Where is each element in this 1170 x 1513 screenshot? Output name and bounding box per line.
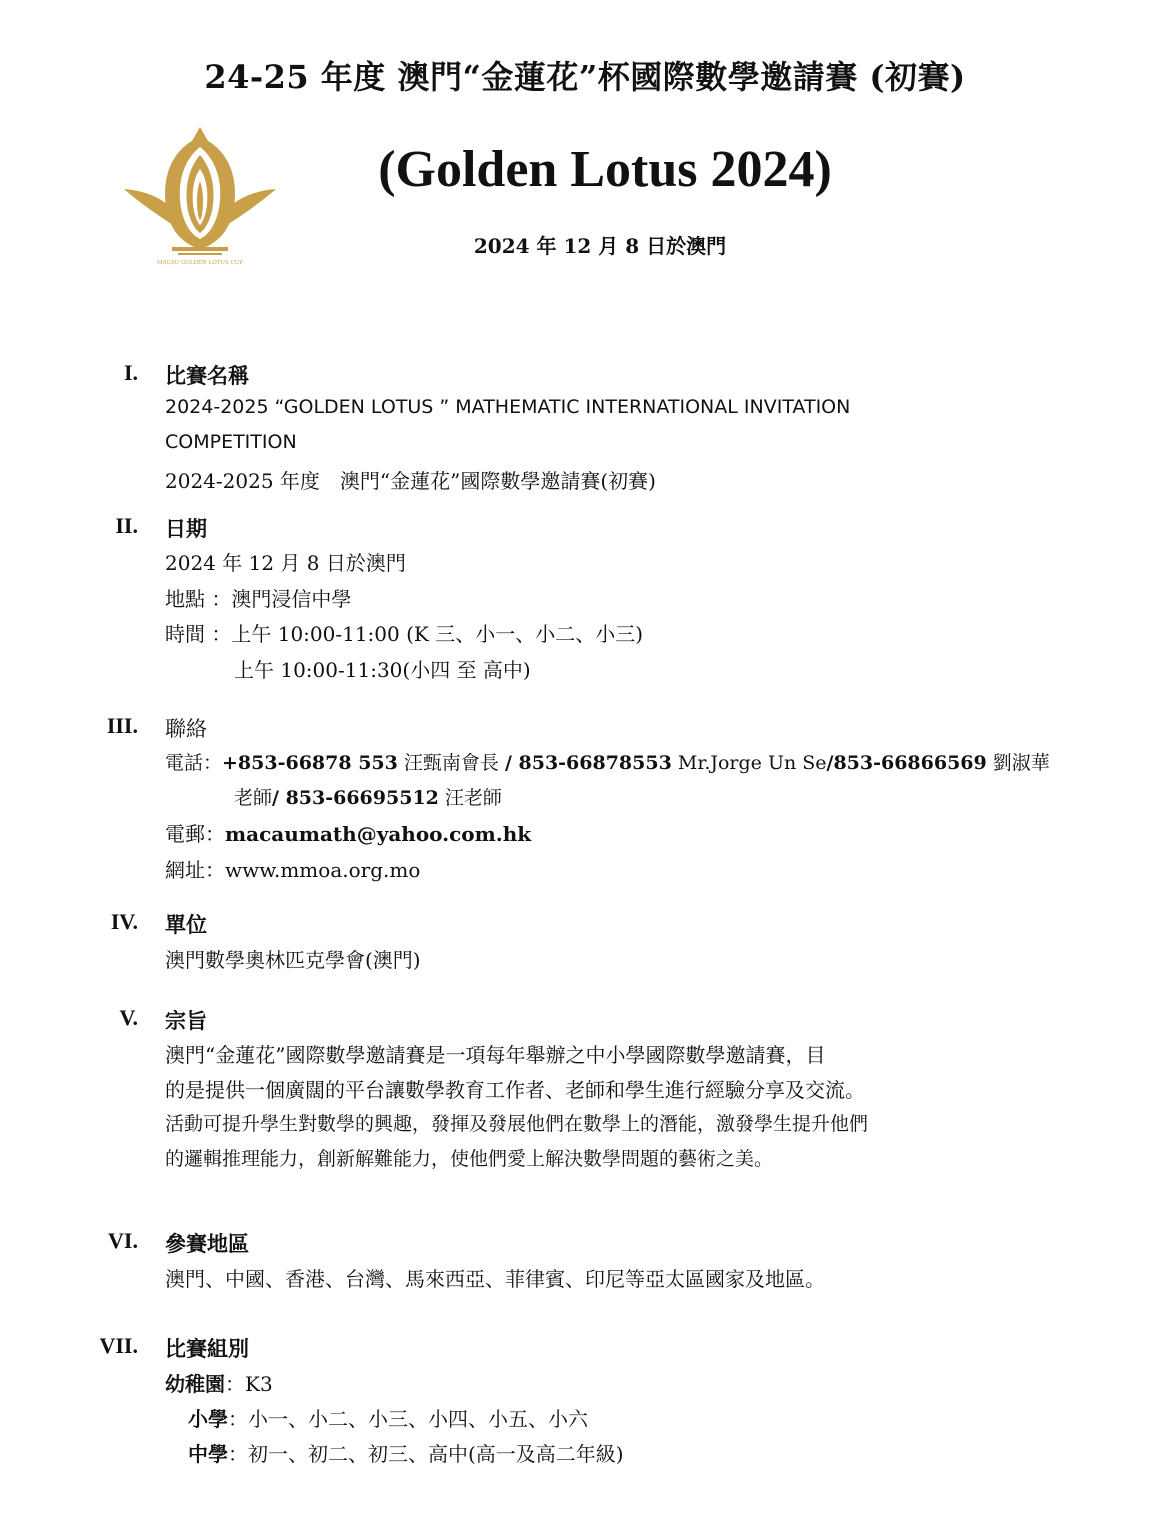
website-label: 網址： — [165, 858, 225, 882]
section-title: 聯絡 — [165, 717, 207, 741]
contact-name: 汪老師 — [438, 787, 502, 809]
competition-name-en-cont: COMPETITION — [165, 431, 297, 453]
contact-name: 汪甄南會長 — [397, 752, 505, 774]
time-text-2: 上午 10:00-11:30(小四 至 高中) — [234, 658, 531, 682]
organizer-text: 澳門數學奧林匹克學會(澳門) — [165, 948, 421, 972]
email-label: 電郵： — [165, 822, 225, 846]
section-number: VII. — [99, 1333, 138, 1358]
group-label: 小學 — [188, 1407, 228, 1431]
group-text: ：小一、小二、小三、小四、小五、小六 — [228, 1407, 588, 1431]
group-primary — [188, 1403, 588, 1432]
group-secondary — [188, 1438, 624, 1467]
golden-lotus-logo-icon — [122, 125, 278, 267]
competition-name-en: 2024-2025 “GOLDEN LOTUS ” MATHEMATIC INTERNATIONAL INVITATION — [165, 396, 851, 418]
group-kindergarten — [165, 1368, 273, 1397]
group-label: 幼稚園 — [165, 1372, 225, 1396]
competition-name-zh: 2024-2025 年度 澳門“金蓮花”國際數學邀請賽(初賽) — [165, 469, 656, 493]
section-number: I. — [123, 360, 138, 385]
website-link[interactable]: www.mmoa.org.mo — [225, 858, 421, 882]
regions-text: 澳門、中國、香港、台灣、馬來西亞、菲律賓、印尼等亞太區國家及地區。 — [165, 1267, 825, 1291]
purpose-text: 澳門“金蓮花”國際數學邀請賽是一項每年舉辦之中小學國際數學邀請賽，目 — [165, 1043, 826, 1067]
phone-line — [165, 748, 1050, 775]
contact-name: Mr.Jorge Un Se — [671, 752, 827, 774]
section-title: 參賽地區 — [165, 1231, 249, 1256]
group-text: ：初一、初二、初三、高中(高一及高二年級) — [228, 1442, 624, 1466]
page-title: 24-25 年度 澳門“金蓮花”杯國際數學邀請賽 (初賽) — [204, 58, 966, 96]
phone-number: /853-66866569 — [826, 752, 987, 774]
section-title: 宗旨 — [165, 1008, 207, 1033]
phone-number: / 853-66695512 — [272, 787, 439, 809]
section-title: 單位 — [165, 912, 207, 937]
phone-number: +853-66878 553 — [222, 752, 398, 774]
section-number: V. — [119, 1005, 138, 1030]
purpose-text: 活動可提升學生對數學的興趣，發揮及發展他們在數學上的潛能，激發學生提升他們 — [165, 1113, 869, 1135]
website-line — [165, 854, 420, 883]
section-title: 比賽名稱 — [165, 363, 249, 388]
svg-text:MACAU GOLDEN LOTUS CUP: MACAU GOLDEN LOTUS CUP — [156, 260, 244, 266]
group-label: 中學 — [188, 1442, 228, 1466]
purpose-text: 的邏輯推理能力，創新解難能力，使他們愛上解決數學問題的藝術之美。 — [165, 1148, 774, 1170]
phone-line-2 — [234, 783, 502, 810]
section-number: IV. — [110, 909, 138, 934]
group-text: ：K3 — [225, 1372, 273, 1396]
contact-name: 劉淑華 — [986, 752, 1050, 774]
section-number: III. — [106, 713, 138, 738]
time-text: 時間 ：上午 10:00-11:00 (K 三、小一、小二、小三) — [165, 622, 644, 646]
email-line — [165, 818, 531, 847]
phone-label: 電話： — [165, 752, 223, 774]
section-number: II. — [115, 513, 138, 538]
phone-number: / 853-66878553 — [504, 752, 672, 774]
date-text: 2024 年 12 月 8 日於澳門 — [165, 551, 406, 575]
section-title: 比賽組別 — [165, 1336, 249, 1361]
event-date: 2024 年 12 月 8 日於澳門 — [473, 234, 727, 258]
section-number: VI. — [108, 1228, 138, 1253]
email-link[interactable]: macaumath@yahoo.com.hk — [225, 822, 532, 846]
venue-text: 地點 ：澳門浸信中學 — [165, 587, 352, 611]
section-title: 日期 — [165, 516, 207, 541]
purpose-text: 的是提供一個廣闊的平台讓數學教育工作者、老師和學生進行經驗分享及交流。 — [165, 1078, 865, 1102]
english-title: (Golden Lotus 2024) — [378, 141, 832, 198]
contact-name: 老師 — [234, 787, 273, 809]
